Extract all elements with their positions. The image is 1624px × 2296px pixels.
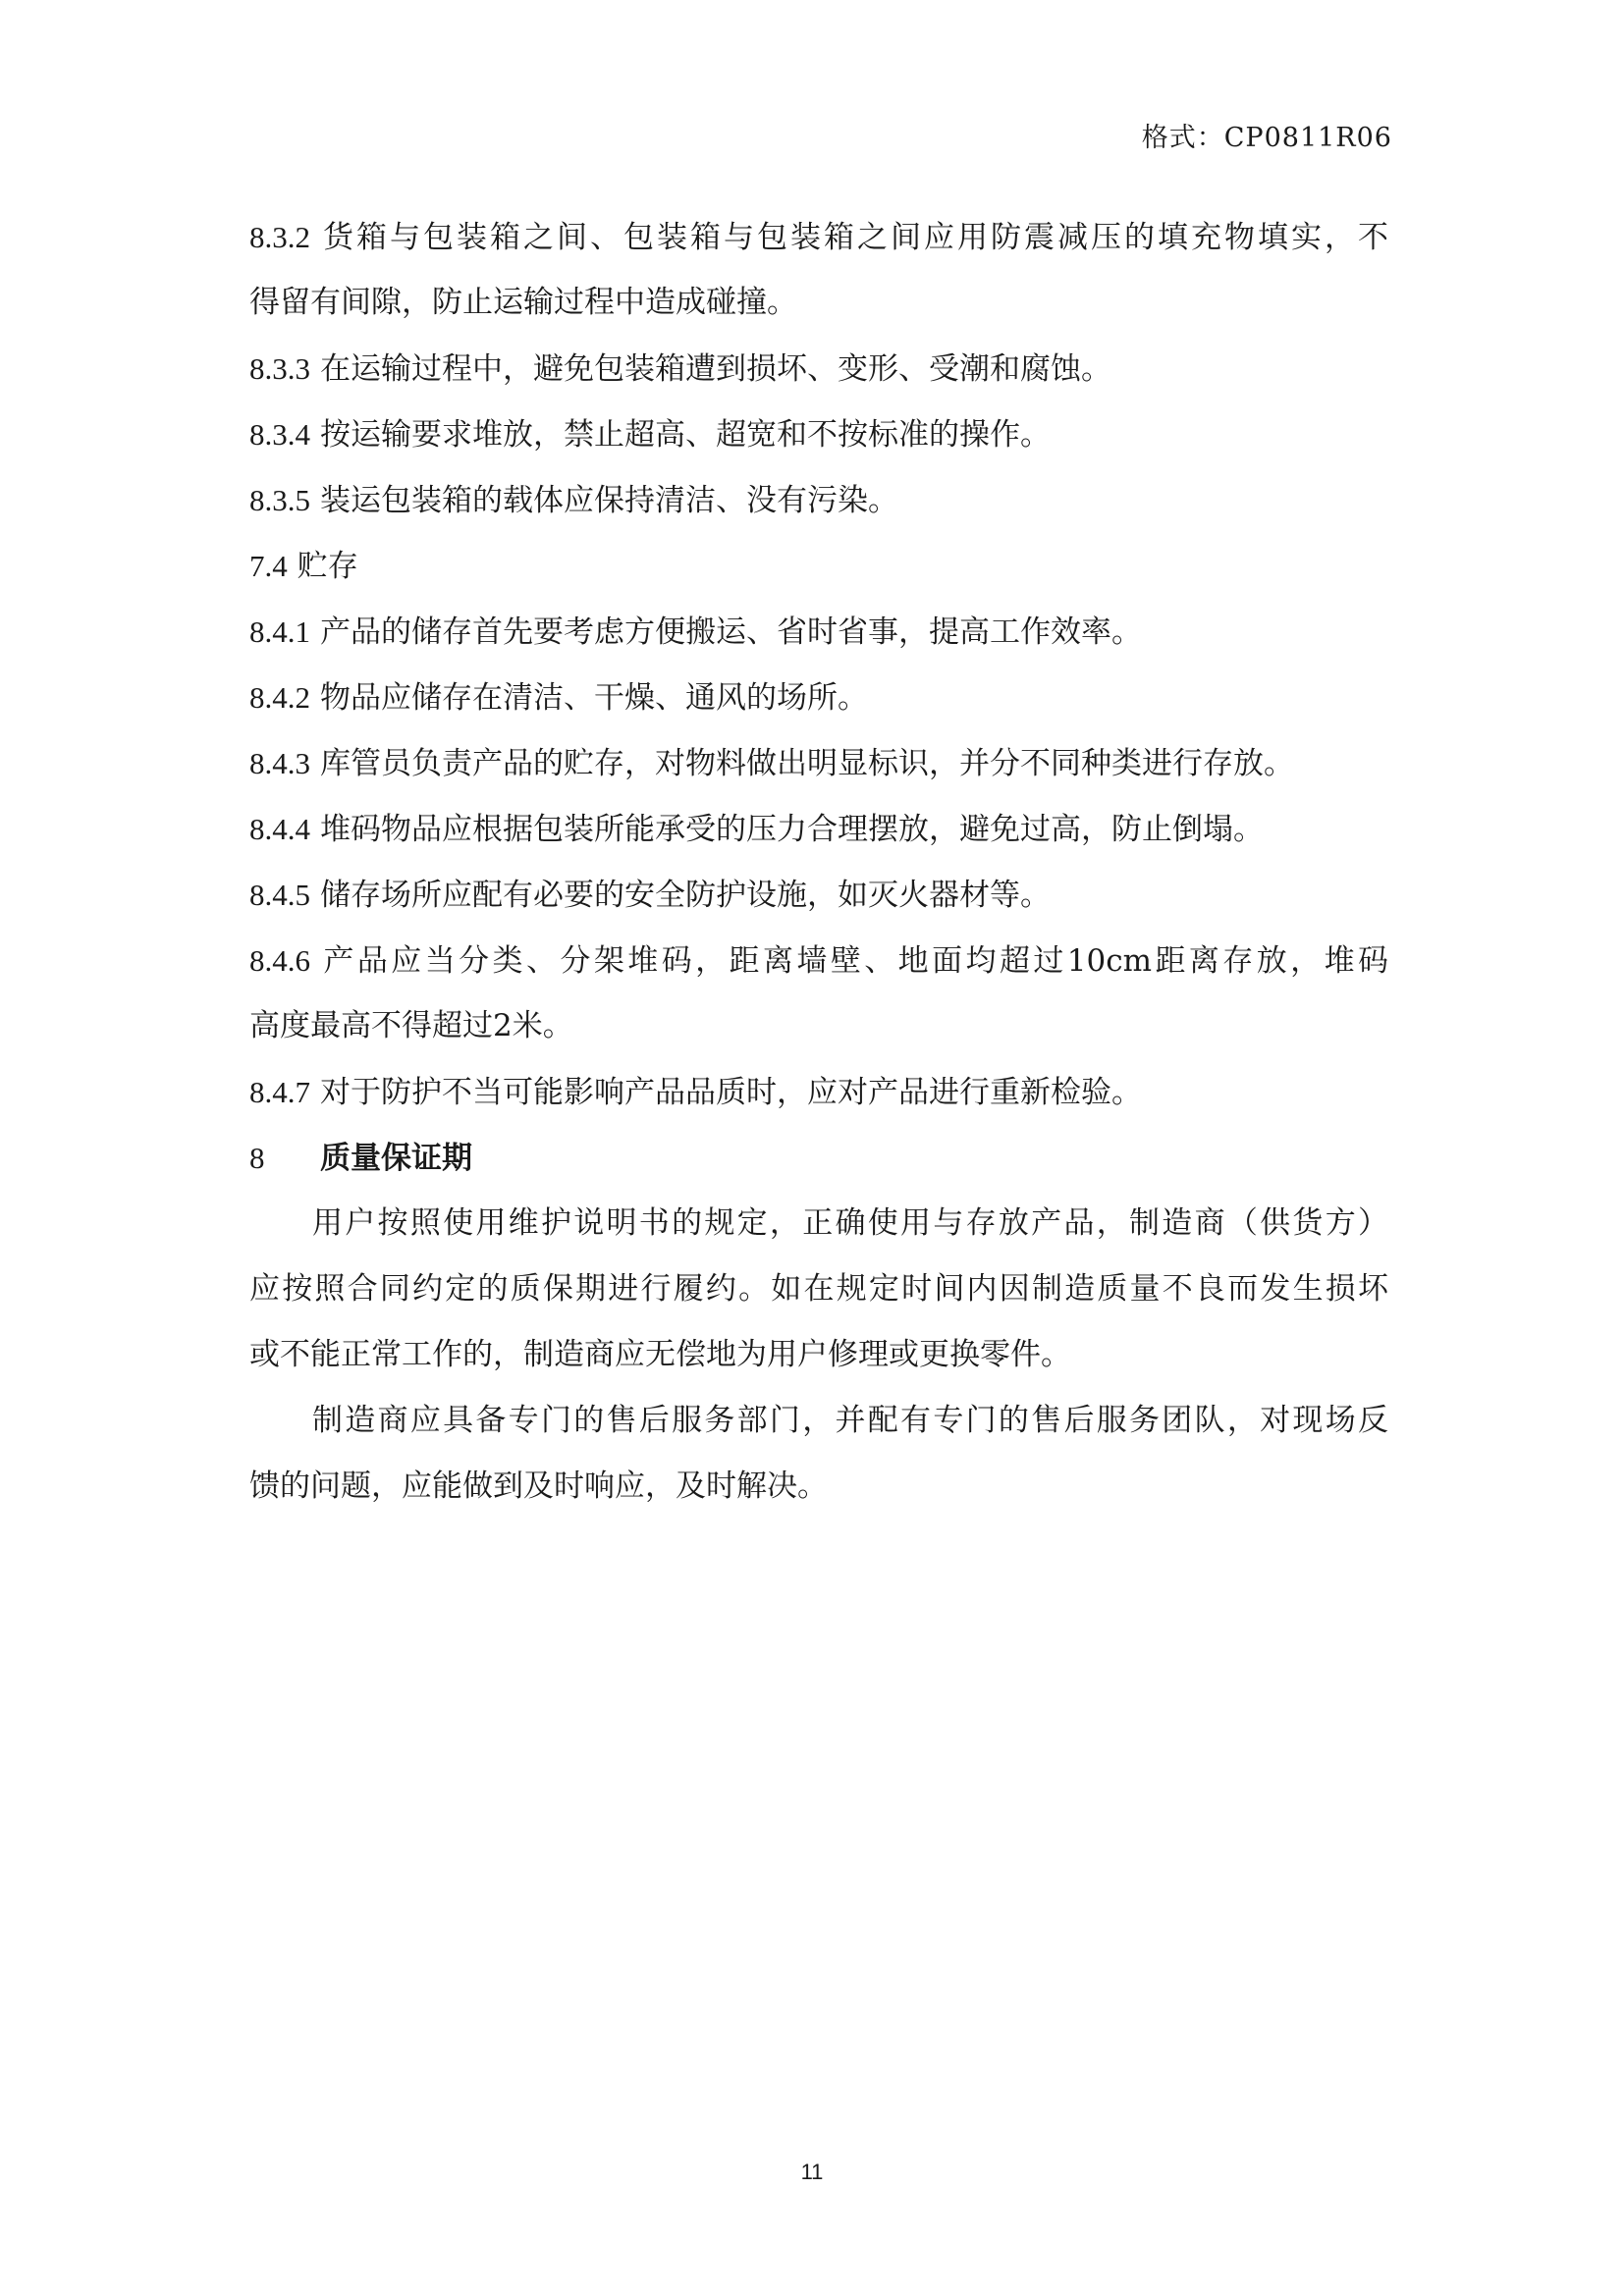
clause-number: 8.4.1	[249, 614, 310, 649]
clause-8-4-7	[249, 1059, 1388, 1125]
clause-8-4-6	[249, 928, 1388, 993]
paragraph-text: 制造商应具备专门的售后服务部门，并配有专门的售后服务团队，对现场反	[312, 1403, 1388, 1438]
warranty-paragraph-2-line-1	[249, 1388, 1388, 1454]
section-number: 7.4	[249, 549, 288, 583]
clause-text: 按运输要求堆放，禁止超高、超宽和不按标准的操作。	[320, 417, 1051, 453]
clause-number: 8.3.4	[249, 417, 310, 452]
clause-number: 8.4.3	[249, 746, 310, 780]
warranty-paragraph-1-line-1	[249, 1191, 1388, 1256]
clause-8-4-6-cont	[249, 993, 1388, 1059]
clause-number: 8.3.3	[249, 351, 310, 386]
warranty-paragraph-1-line-2	[249, 1256, 1388, 1322]
clause-8-3-2-cont	[249, 270, 1388, 336]
section-title: 贮存	[297, 549, 358, 584]
clause-number: 8.4.2	[249, 680, 310, 715]
clause-8-4-1	[249, 599, 1388, 665]
clause-text: 货箱与包装箱之间、包装箱与包装箱之间应用防震减压的填充物填实，不	[320, 220, 1388, 255]
clause-8-3-2	[249, 204, 1388, 270]
paragraph-text: 用户按照使用维护说明书的规定，正确使用与存放产品，制造商（供货方）	[312, 1205, 1388, 1241]
clause-text: 得留有间隙，防止运输过程中造成碰撞。	[249, 285, 797, 320]
section-number: 8	[249, 1141, 265, 1175]
paragraph-text: 或不能正常工作的，制造商应无偿地为用户修理或更换零件。	[249, 1337, 1071, 1372]
clause-8-3-5	[249, 467, 1388, 533]
clause-8-4-5	[249, 862, 1388, 928]
format-code: 格式：CP0811R06	[1141, 123, 1392, 153]
clause-8-3-3	[249, 336, 1388, 401]
clause-text: 装运包装箱的载体应保持清洁、没有污染。	[320, 483, 898, 518]
clause-text: 高度最高不得超过2米。	[249, 1008, 573, 1043]
clause-number: 8.3.2	[249, 220, 310, 254]
clause-text: 物品应储存在清洁、干燥、通风的场所。	[320, 680, 868, 716]
clause-8-4-3	[249, 730, 1388, 796]
clause-text: 产品的储存首先要考虑方便搬运、省时省事，提高工作效率。	[320, 614, 1142, 650]
clause-8-4-4	[249, 796, 1388, 862]
warranty-paragraph-1-line-3	[249, 1322, 1388, 1388]
paragraph-text: 应按照合同约定的质保期进行履约。如在规定时间内因制造质量不良而发生损坏	[249, 1271, 1388, 1307]
clause-number: 8.4.6	[249, 943, 310, 978]
warranty-paragraph-2-line-2	[249, 1454, 1388, 1520]
clause-number: 8.4.7	[249, 1075, 310, 1109]
paragraph-text: 馈的问题，应能做到及时响应，及时解决。	[249, 1468, 828, 1504]
clause-text: 堆码物品应根据包装所能承受的压力合理摆放，避免过高，防止倒塌。	[320, 812, 1264, 847]
clause-8-3-4	[249, 401, 1388, 467]
clause-text: 产品应当分类、分架堆码，距离墙壁、地面均超过10cm距离存放，堆码	[320, 943, 1388, 979]
section-8-heading	[249, 1125, 1388, 1191]
section-7-4-heading	[249, 533, 1388, 599]
clause-text: 在运输过程中，避免包装箱遭到损坏、变形、受潮和腐蚀。	[320, 351, 1111, 387]
clause-text: 库管员负责产品的贮存，对物料做出明显标识，并分不同种类进行存放。	[320, 746, 1294, 781]
clause-text: 储存场所应配有必要的安全防护设施，如灭火器材等。	[320, 878, 1051, 913]
clause-number: 8.3.5	[249, 483, 310, 517]
clause-number: 8.4.5	[249, 878, 310, 912]
body-text	[249, 204, 1388, 1520]
clause-number: 8.4.4	[249, 812, 310, 846]
section-title: 质量保证期	[320, 1141, 472, 1176]
clause-text: 对于防护不当可能影响产品品质时，应对产品进行重新检验。	[320, 1075, 1142, 1110]
clause-8-4-2	[249, 665, 1388, 730]
page-number: 11	[800, 2160, 824, 2184]
